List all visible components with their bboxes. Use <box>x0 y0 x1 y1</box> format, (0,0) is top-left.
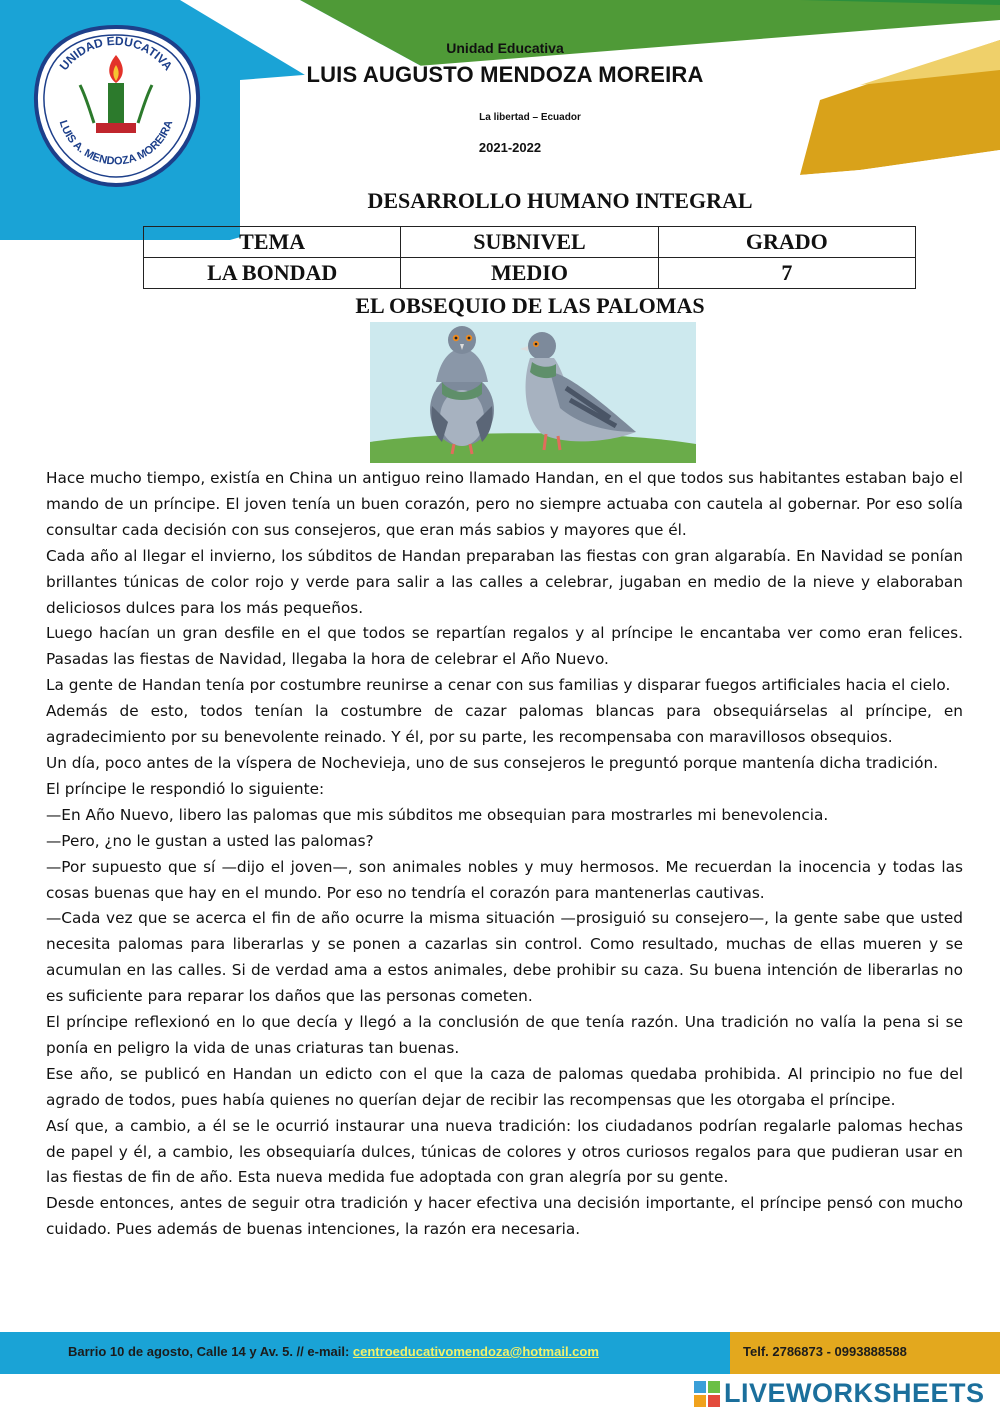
logo-top-text: UNIDAD EDUCATIVA <box>56 33 176 74</box>
liveworksheets-watermark <box>690 1378 990 1408</box>
value-cell-subnivel: MEDIO <box>401 258 658 289</box>
subject-title: DESARROLLO HUMANO INTEGRAL <box>367 188 753 213</box>
logo-bottom-text: LUIS A. MENDOZA MOREIRA <box>56 118 176 168</box>
story-paragraph: —Por supuesto que sí —dijo el joven—, son animales nobles y muy hermosos. Me recuerdan la inocencia y todas las cosas buenas que hay en el mundo. Por eso no tendría el corazón para mantenerlas cautivas. <box>46 857 963 902</box>
pigeons-illustration <box>370 322 696 463</box>
story-paragraph: Además de esto, todos tenían la costumbre de cazar palomas blancas para obsequiárselas al príncipe, en agradecimiento por su benevolente reinado. Y él, por su parte, les recompensaba con maravillosos obsequios. <box>46 702 963 747</box>
info-table-header-row <box>144 227 916 258</box>
story-paragraph: Ese año, se publicó en Handan un edicto con el que la caza de palomas quedaba prohibida. Al principio no fue del agrado de todos, pues había quienes no querían dejar de recibir las recompensas que les otorgaba el príncipe. <box>46 1064 963 1109</box>
story-paragraph: —Cada vez que se acerca el fin de año ocurre la misma situación —prosiguió su consejero—, la gente sabe que usted necesita palomas para liberarlas y se ponen a cazarlas sin control. Como resultado, muchas de ellas mueren y se acumulan en las calles. Si de verdad ama a estos animales, debe prohibir su caza. Su buena intención de liberarlas no es suficiente para reparar los daños que las personas cometen. <box>46 909 963 1006</box>
watermark-text: LIVEWORKSHEETS <box>724 1378 985 1408</box>
story-paragraph: —Pero, ¿no le gustan a usted las palomas? <box>46 831 374 850</box>
info-table <box>143 226 916 289</box>
story-paragraph: Luego hacían un gran desfile en el que todos se repartían regalos y al príncipe le encantaba ver como eran felices. Pasadas las fiestas de Navidad, llegaba la hora de celebrar el Año Nuevo. <box>46 624 963 669</box>
school-year: 2021-2022 <box>478 140 542 155</box>
story-paragraph: Así que, a cambio, a él se le ocurrió instaurar una nueva tradición: los ciudadanos podrían regalarle palomas hechas de papel y él, a cambio, les obsequiaría dulces, túnicas de colores y otros curiosos regalos para que pudieran usar en las fiestas de fin de año. Esta nueva medida fue adoptada con gran alegría por su gente. <box>46 1116 963 1187</box>
story-paragraph: Un día, poco antes de la víspera de Nochevieja, uno de sus consejeros le preguntó porque mantenía dicha tradición. <box>46 753 939 772</box>
email-link[interactable]: centroeducativomendoza@hotmail.com <box>352 1344 599 1359</box>
header-cell-grado: GRADO <box>658 227 915 258</box>
story-paragraph: Cada año al llegar el invierno, los súbditos de Handan preparaban las fiestas con gran algarabía. En Navidad se ponían brillantes túnicas de color rojo y verde para salir a las calles a celebrar, jugaban en medio de la nieve y elaboraban deliciosos dulces para los más pequeños. <box>46 546 963 617</box>
school-logo <box>30 25 202 189</box>
info-table-value-row <box>144 258 916 289</box>
story-body <box>46 466 963 1243</box>
story-paragraph: Desde entonces, antes de seguir otra tradición y hacer efectiva una decisión importante, el príncipe pensó con mucho cuidado. Pues además de buenas intenciones, la razón era necesaria. <box>46 1194 963 1239</box>
header-cell-subnivel: SUBNIVEL <box>401 227 658 258</box>
footer-bar <box>0 1332 1000 1374</box>
story-paragraph: —En Año Nuevo, libero las palomas que mis súbditos me obsequian para mostrarles mi benevolencia. <box>46 805 829 824</box>
institution-name: LUIS AUGUSTO MENDOZA MOREIRA <box>306 62 704 87</box>
story-paragraph: El príncipe le respondió lo siguiente: <box>46 779 325 798</box>
story-paragraph: La gente de Handan tenía por costumbre reunirse a cenar con sus familias y disparar fuegos artificiales hacia el cielo. <box>46 676 951 695</box>
value-cell-grado: 7 <box>658 258 915 289</box>
liveworksheets-logo-icon <box>694 1381 720 1407</box>
story-paragraph: Hace mucho tiempo, existía en China un antiguo reino llamado Handan, en el que todos sus habitantes estaban bajo el mando de un príncipe. El joven tenía un buen corazón, pero no siempre actuaba con cautela al gobernar. Por eso solía consultar cada decisión con sus consejeros, que eran más sabios y mayores que él. <box>46 469 963 539</box>
value-cell-tema: LA BONDAD <box>144 258 401 289</box>
institution-type: Unidad Educativa <box>446 40 564 56</box>
footer-address <box>68 1344 599 1359</box>
footer-phone: Telf. 2786873 - 0993888588 <box>743 1344 907 1359</box>
address-text: Barrio 10 de agosto, Calle 14 y Av. 5. // e-mail: <box>68 1344 353 1359</box>
school-name-block <box>290 40 720 88</box>
location: La libertad – Ecuador <box>479 112 581 123</box>
story-title: EL OBSEQUIO DE LAS PALOMAS <box>355 293 705 318</box>
header-cell-tema: TEMA <box>144 227 401 258</box>
story-paragraph: El príncipe reflexionó en lo que decía y llegó a la conclusión de que tenía razón. Una tradición no valía la pena si se ponía en peligro la vida de unas criaturas tan buenas. <box>46 1013 963 1057</box>
